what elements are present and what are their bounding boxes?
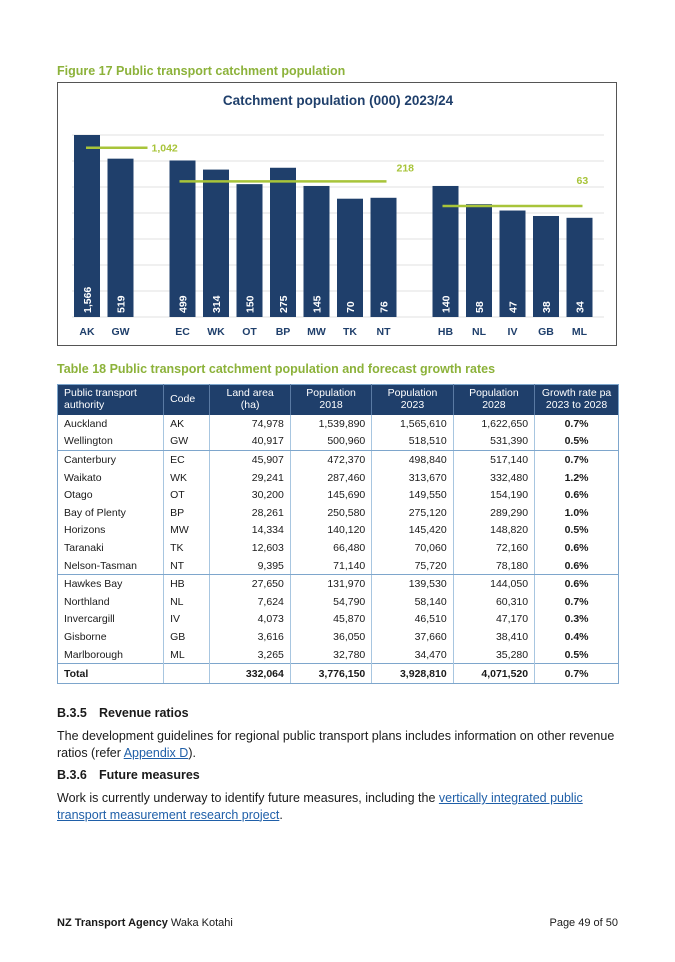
table-cell: 35,280	[453, 646, 534, 664]
bar-nt	[371, 198, 397, 317]
table-total-cell: Total	[58, 664, 164, 684]
table-cell: Waikato	[64, 471, 102, 484]
table-cell: Bay of Plenty	[64, 506, 126, 519]
body-text: Work is currently underway to identify future measures, including the	[57, 791, 439, 805]
table-body	[58, 415, 619, 684]
table-cell: TK	[164, 539, 210, 557]
table-cell: 1,565,610	[372, 415, 453, 433]
table-cell: 70,060	[372, 539, 453, 557]
table-cell: Wellington	[58, 433, 164, 451]
table-cell: 9,395	[210, 557, 290, 575]
table-cell: HB	[164, 575, 210, 593]
bar-iv	[500, 211, 526, 317]
table-cell: 332,480	[453, 469, 534, 487]
chart-title: Catchment population (000) 2023/24	[222, 93, 454, 108]
table-cell: 37,660	[372, 628, 453, 646]
bar-value-label: 150	[244, 295, 257, 313]
table-cell: 27,650	[210, 575, 290, 593]
table-total-row	[58, 664, 619, 684]
bar-tk	[337, 199, 363, 317]
bar-value-label: 76	[378, 301, 391, 313]
table-cell: NT	[164, 557, 210, 575]
category-tick-label: AK	[79, 326, 95, 338]
table-cell: IV	[164, 611, 210, 629]
table-cell: 0.6%	[535, 486, 619, 504]
section-body-future	[57, 790, 617, 823]
body-text-end: .	[279, 807, 283, 822]
average-label: 218	[396, 162, 415, 175]
average-label: 1,042	[151, 142, 178, 155]
bar-wk	[203, 170, 229, 317]
table-cell: AK	[164, 415, 210, 433]
category-tick-label: WK	[207, 326, 225, 338]
category-tick-label: NL	[472, 326, 486, 338]
table-cell: 3,265	[210, 646, 290, 664]
table-cell: 313,670	[372, 469, 453, 487]
table-cell: 531,390	[453, 433, 534, 451]
figure-caption: Figure 17 Public transport catchment population	[57, 64, 346, 78]
header-pop-2023: Population 2023	[372, 385, 453, 416]
category-tick-label: GW	[111, 326, 130, 338]
table-cell: 38,410	[453, 628, 534, 646]
table-cell: 45,870	[290, 611, 371, 629]
table-cell: 78,180	[453, 557, 534, 575]
section-number: B.3.6	[57, 768, 87, 782]
bar-value-label: 47	[507, 301, 520, 313]
table-total-cell: 0.7%	[535, 664, 619, 684]
bar-value-label: 145	[311, 295, 324, 313]
table-row	[58, 575, 619, 593]
section-heading-future	[57, 768, 200, 782]
table-total-cell: 4,071,520	[453, 664, 534, 684]
table-cell: 250,580	[290, 504, 371, 522]
section-title: Revenue ratios	[99, 706, 189, 720]
bar-value-label: 34	[574, 301, 587, 313]
table-cell: Otago	[64, 489, 93, 502]
category-tick-label: NT	[376, 326, 391, 338]
table-cell: Nelson-Tasman	[58, 557, 164, 575]
table-cell: 32,780	[290, 646, 371, 664]
table-row	[58, 522, 619, 540]
table-cell: Hawkes Bay	[64, 578, 123, 591]
table-cell: 1.0%	[535, 504, 619, 522]
table-cell: 0.3%	[535, 611, 619, 629]
table-row	[58, 433, 619, 451]
table-cell: 29,241	[210, 469, 290, 487]
table-cell: NL	[164, 593, 210, 611]
table-cell: 12,603	[210, 539, 290, 557]
table-cell: 45,907	[210, 451, 290, 469]
table-cell: 7,624	[210, 593, 290, 611]
table-total-cell: 3,776,150	[290, 664, 371, 684]
section-number: B.3.5	[57, 706, 87, 720]
table-cell: 72,160	[453, 539, 534, 557]
table-row	[58, 451, 619, 469]
table-cell: GB	[164, 628, 210, 646]
table-row	[58, 539, 619, 557]
bar-value-label: 519	[115, 295, 128, 313]
section-body-revenue	[57, 728, 617, 761]
category-tick-label: BP	[275, 326, 291, 338]
footer-org-rest: Waka Kotahi	[167, 917, 233, 929]
category-tick-label: HB	[437, 326, 454, 338]
table-cell: 131,970	[290, 575, 371, 593]
table-cell: GW	[164, 433, 210, 451]
table-cell: 0.4%	[535, 628, 619, 646]
table-cell: 144,050	[453, 575, 534, 593]
bar-value-label: 314	[211, 295, 223, 313]
category-tick-label: IV	[507, 326, 518, 338]
bar-ec	[170, 160, 196, 317]
table-cell: 149,550	[372, 486, 453, 504]
chart-frame	[57, 82, 617, 346]
average-label: 63	[576, 174, 589, 187]
table-total-cell: 332,064	[210, 664, 290, 684]
category-tick-label: MW	[307, 326, 326, 338]
appendix-d-link[interactable]: Appendix D	[123, 745, 189, 760]
table-cell: 74,978	[210, 415, 290, 433]
table-cell: 54,790	[290, 593, 371, 611]
category-tick-label: OT	[242, 326, 257, 338]
table-cell: 14,334	[210, 522, 290, 540]
bar-bp	[270, 168, 296, 317]
category-tick-label: ML	[571, 326, 588, 338]
table-cell: 0.5%	[535, 433, 619, 451]
table-cell: 0.6%	[535, 557, 619, 575]
table-cell: 0.5%	[535, 522, 619, 540]
bar-nl	[466, 204, 492, 317]
table-cell: 1,539,890	[290, 415, 371, 433]
table-cell: Horizons	[64, 524, 106, 537]
table-cell: 3,616	[210, 628, 290, 646]
table-cell: 30,200	[210, 486, 290, 504]
table-cell: 289,290	[453, 504, 534, 522]
table-row	[58, 504, 619, 522]
table-cell: 28,261	[210, 504, 290, 522]
table-cell: OT	[164, 486, 210, 504]
bar-value-label: 38	[541, 301, 553, 313]
table-cell: 34,470	[372, 646, 453, 664]
table-total-cell	[164, 664, 210, 684]
table-cell: 500,960	[290, 433, 371, 451]
table-cell: 4,073	[210, 611, 290, 629]
table-cell: 140,120	[290, 522, 371, 540]
table-cell: Gisborne	[64, 630, 107, 643]
table-cell: 472,370	[290, 451, 371, 469]
table-cell: 66,480	[290, 539, 371, 557]
table-cell: 0.6%	[535, 575, 619, 593]
table-cell: 145,420	[372, 522, 453, 540]
table-row	[58, 628, 619, 646]
header-pop-2028: Population 2028	[453, 385, 534, 416]
table-cell: 0.7%	[535, 593, 619, 611]
table-cell: 75,720	[372, 557, 453, 575]
footer-org-bold: NZ Transport Agency	[57, 917, 168, 929]
header-land-area: Land area (ha)	[210, 385, 290, 416]
header-authority: Public transport authority	[58, 385, 164, 416]
header-growth: Growth rate pa 2023 to 2028	[535, 385, 619, 416]
table-caption: Table 18 Public transport catchment population and forecast growth rates	[57, 362, 496, 376]
table-row	[58, 646, 619, 664]
section-heading-revenue	[57, 706, 189, 720]
table-header-row	[58, 385, 619, 416]
table-cell: Auckland	[64, 417, 108, 430]
table-row	[58, 593, 619, 611]
header-pop-2018: Population 2018	[290, 385, 371, 416]
table-cell: 0.5%	[535, 646, 619, 664]
footer-org	[57, 917, 233, 929]
table-cell: 148,820	[453, 522, 534, 540]
table-cell: 145,690	[290, 486, 371, 504]
category-tick-label: TK	[343, 326, 357, 338]
table-cell: 58,140	[372, 593, 453, 611]
table-cell: Marlborough	[64, 648, 123, 661]
table-cell: 46,510	[372, 611, 453, 629]
table-row	[58, 486, 619, 504]
table-cell: 154,190	[453, 486, 534, 504]
bar-gw	[108, 159, 134, 317]
table-cell: 71,140	[290, 557, 371, 575]
table-cell: 275,120	[372, 504, 453, 522]
bar-chart	[58, 83, 618, 347]
table-cell: Canterbury	[64, 453, 116, 466]
table-cell: 0.6%	[535, 539, 619, 557]
table-cell: 518,510	[372, 433, 453, 451]
category-tick-label: GB	[538, 326, 554, 338]
bar-value-label: 1,566	[82, 286, 94, 313]
table-cell: 0.7%	[535, 451, 619, 469]
table-row	[58, 415, 619, 433]
table-cell: 36,050	[290, 628, 371, 646]
footer-page-number: Page 49 of 50	[549, 917, 618, 929]
body-text: The development guidelines for regional public transport plans includes information on other revenue ratios (refer	[57, 729, 615, 760]
table-cell: 60,310	[453, 593, 534, 611]
table-cell: 287,460	[290, 469, 371, 487]
table-cell: Invercargill	[64, 613, 115, 626]
research-project-link[interactable]: vertically integrated public transport measurement research project	[57, 791, 583, 822]
table-cell: 517,140	[453, 451, 534, 469]
bar-value-label: 58	[474, 301, 486, 313]
table-cell: 139,530	[372, 575, 453, 593]
table-cell: EC	[164, 451, 210, 469]
body-text-end: ).	[188, 745, 196, 760]
table-cell: MW	[164, 522, 210, 540]
table-cell: 0.7%	[535, 415, 619, 433]
table-cell: Taranaki	[64, 541, 104, 554]
table-row	[58, 557, 619, 575]
table-cell: 47,170	[453, 611, 534, 629]
table-cell: 40,917	[210, 433, 290, 451]
table-cell: WK	[164, 469, 210, 487]
table-cell: ML	[164, 646, 210, 664]
bar-value-label: 275	[278, 295, 290, 313]
bar-value-label: 499	[177, 295, 190, 313]
header-code: Code	[164, 385, 210, 416]
section-title: Future measures	[99, 768, 200, 782]
table-cell: Northland	[64, 595, 110, 608]
table-row	[58, 469, 619, 487]
population-table	[57, 384, 619, 684]
bar-value-label: 140	[440, 295, 453, 313]
table-cell: BP	[164, 504, 210, 522]
table-total-cell: 3,928,810	[372, 664, 453, 684]
table-cell: 1,622,650	[453, 415, 534, 433]
table-row	[58, 611, 619, 629]
table-cell: 1.2%	[535, 469, 619, 487]
table-cell: 498,840	[372, 451, 453, 469]
bar-value-label: 70	[345, 301, 357, 313]
category-tick-label: EC	[175, 326, 190, 338]
